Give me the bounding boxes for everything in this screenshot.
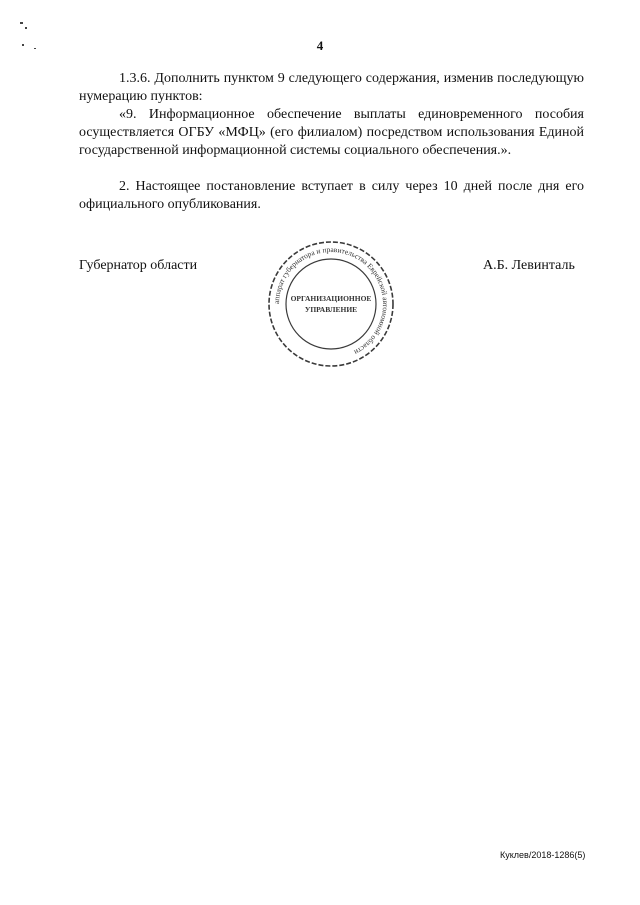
signature-position: Губернатор области — [79, 258, 198, 273]
stamp-center-line1: ОРГАНИЗАЦИОННОЕ — [290, 294, 372, 303]
paragraph-3: 2. Настоящее постановление вступает в силу через 10 дней после дня его официального опубликования. — [79, 179, 584, 212]
paragraph-2: «9. Информационное обеспечение выплаты единовременного пособия осуществляется ОГБУ «МФЦ» (его филиалом) посредством использования Единой государственной информационной системы социального обеспечения.». — [79, 107, 584, 158]
stamp-center-line2: УПРАВЛЕНИЕ — [304, 305, 358, 314]
scan-speck — [20, 22, 23, 24]
official-stamp — [266, 239, 396, 374]
stamp-seal — [266, 239, 396, 369]
scan-speck — [22, 44, 24, 46]
stamp-ring-text: аппарат губернатора и правительства Еврейской автономной области — [271, 244, 391, 358]
paragraph-1: 1.3.6. Дополнить пунктом 9 следующего содержания, изменив последующую нумерацию пунктов: — [79, 71, 584, 104]
footer-reference: Куклев/2018-1286(5) — [500, 850, 586, 860]
scan-speck — [25, 27, 27, 29]
signature-name: А.Б. Левинталь — [483, 258, 575, 273]
page-number: 4 — [316, 38, 324, 53]
scan-speck — [34, 48, 36, 49]
